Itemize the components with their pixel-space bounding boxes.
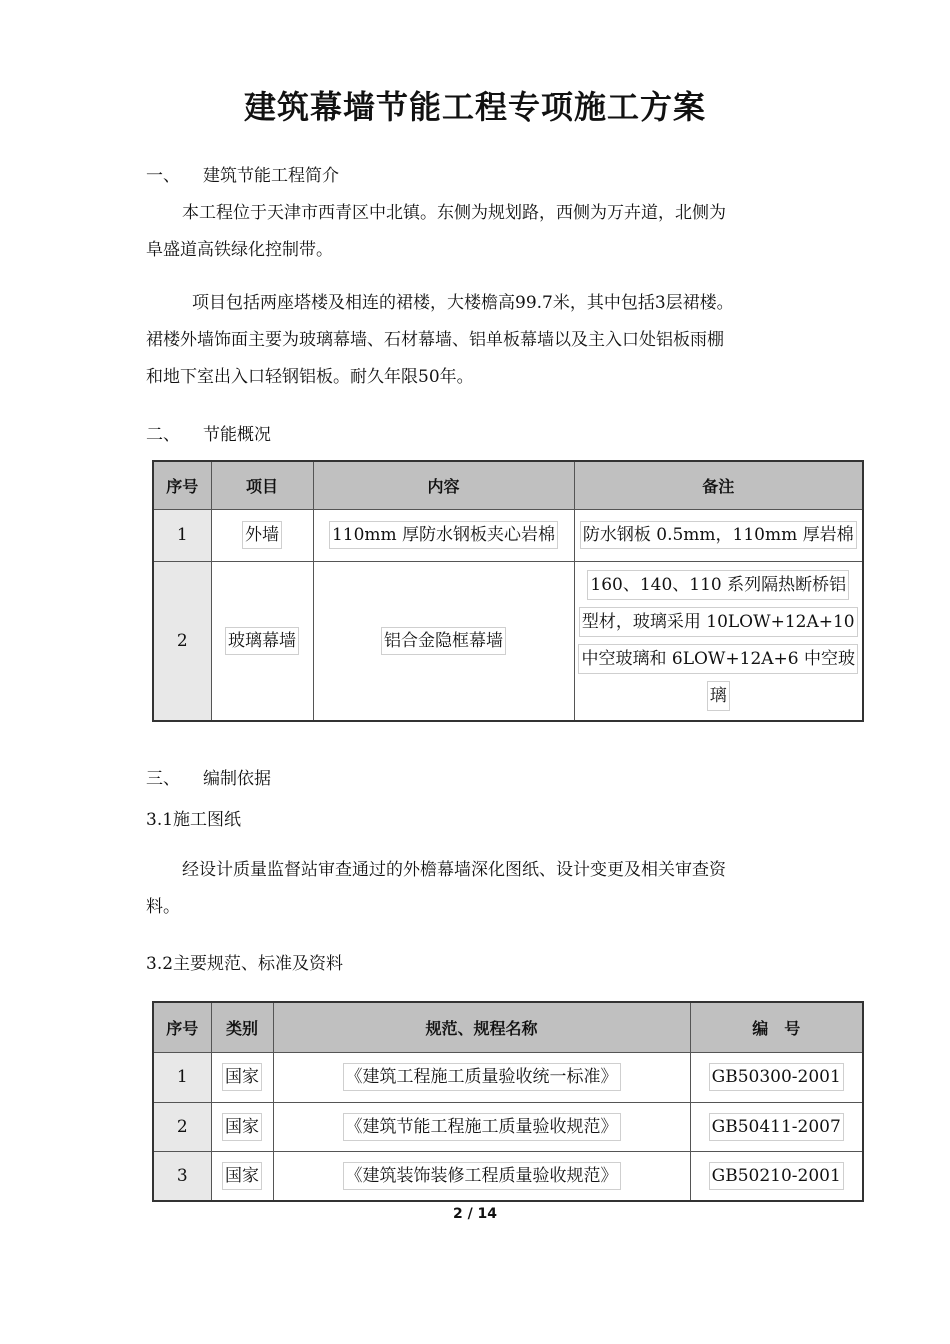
section-2-title: 节能概况: [203, 425, 271, 445]
row-standard-code: GB50300-2001: [709, 1063, 844, 1091]
standards-table: [152, 1001, 864, 1202]
header-cell: 备注: [574, 461, 863, 509]
section-1-heading: [146, 161, 339, 186]
row-note-line: 型材，玻璃采用 10LOW+12A+10: [579, 607, 858, 637]
section-1-paragraph-1: [146, 195, 826, 269]
row-index: 2: [153, 561, 211, 721]
row-category-cell: [211, 1151, 273, 1201]
section-2-number: 二、: [146, 425, 180, 445]
row-category: 国家: [222, 1162, 262, 1190]
header-cell: 类别: [211, 1002, 273, 1052]
row-note-line: 中空玻璃和 6LOW+12A+6 中空玻: [578, 644, 858, 674]
row-standard-name: 《建筑装饰装修工程质量验收规范》: [343, 1162, 621, 1190]
document-title: 建筑幕墙节能工程专项施工方案: [243, 88, 706, 126]
table-header-row: [153, 461, 863, 509]
row-note-cell: [574, 561, 863, 721]
row-standard-name: 《建筑工程施工质量验收统一标准》: [343, 1063, 621, 1091]
section-3-number: 三、: [146, 769, 180, 789]
row-category-cell: [211, 1052, 273, 1102]
row-category: 国家: [222, 1113, 262, 1141]
page-number: 2 / 14: [452, 1206, 498, 1222]
section-1-title: 建筑节能工程简介: [203, 166, 339, 186]
row-content-cell: [313, 509, 574, 561]
table-header-row: [153, 1002, 863, 1052]
row-index: 1: [153, 1052, 211, 1102]
table-row: [153, 561, 863, 721]
header-cell: 项目: [211, 461, 313, 509]
paragraph-line: 本工程位于天津市西青区中北镇。东侧为规划路，西侧为万卉道，北侧为: [182, 203, 726, 223]
header-cell: 编 号: [690, 1002, 863, 1052]
header-cell: 序号: [153, 1002, 211, 1052]
row-content: 110mm 厚防水钢板夹心岩棉: [329, 521, 558, 549]
row-item-cell: [211, 561, 313, 721]
row-content-cell: [313, 561, 574, 721]
row-code-cell: [690, 1052, 863, 1102]
paragraph-line: 和地下室出入口轻钢铝板。耐久年限50年。: [146, 367, 474, 387]
header-cell: 规范、规程名称: [273, 1002, 690, 1052]
subsection-3-1-title: 3.1施工图纸: [146, 810, 242, 830]
header-cell: 内容: [313, 461, 574, 509]
row-standard-code: GB50411-2007: [709, 1113, 844, 1141]
paragraph-line: 阜盛道高铁绿化控制带。: [146, 240, 333, 260]
section-2-heading: [146, 420, 271, 445]
row-index: 3: [153, 1151, 211, 1201]
row-note: 防水钢板 0.5mm，110mm 厚岩棉: [580, 521, 857, 549]
row-standard-code: GB50210-2001: [709, 1162, 844, 1190]
row-note-line: 160、140、110 系列隔热断桥铝: [587, 570, 849, 600]
subsection-3-2-title: 3.2主要规范、标准及资料: [146, 954, 344, 974]
row-index: 2: [153, 1102, 211, 1151]
section-3-title: 编制依据: [203, 769, 271, 789]
row-item: 玻璃幕墙: [225, 627, 299, 655]
row-item-cell: [211, 509, 313, 561]
table-row: [153, 1052, 863, 1102]
header-cell: 序号: [153, 461, 211, 509]
row-category-cell: [211, 1102, 273, 1151]
energy-overview-table: [152, 460, 864, 722]
row-standard-name: 《建筑节能工程施工质量验收规范》: [343, 1113, 621, 1141]
section-3-heading: [146, 764, 271, 789]
row-code-cell: [690, 1151, 863, 1201]
table-row: [153, 1102, 863, 1151]
paragraph-line: 项目包括两座塔楼及相连的裙楼，大楼檐高99.7米，其中包括3层裙楼。: [192, 293, 734, 313]
row-index: 1: [153, 509, 211, 561]
row-note-line: 璃: [707, 681, 730, 711]
row-note-cell: [574, 509, 863, 561]
row-name-cell: [273, 1102, 690, 1151]
section-1-paragraph-2: [146, 285, 826, 396]
row-category: 国家: [222, 1063, 262, 1091]
section-3-paragraph: [146, 852, 826, 926]
paragraph-line: 料。: [146, 897, 180, 917]
row-item: 外墙: [242, 521, 282, 549]
table-row: [153, 509, 863, 561]
row-code-cell: [690, 1102, 863, 1151]
paragraph-line: 经设计质量监督站审查通过的外檐幕墙深化图纸、设计变更及相关审查资: [182, 860, 726, 880]
row-content: 铝合金隐框幕墙: [381, 627, 506, 655]
section-1-number: 一、: [146, 166, 180, 186]
paragraph-line: 裙楼外墙饰面主要为玻璃幕墙、石材幕墙、铝单板幕墙以及主入口处铝板雨棚: [146, 330, 724, 350]
table-row: [153, 1151, 863, 1201]
row-name-cell: [273, 1151, 690, 1201]
row-name-cell: [273, 1052, 690, 1102]
